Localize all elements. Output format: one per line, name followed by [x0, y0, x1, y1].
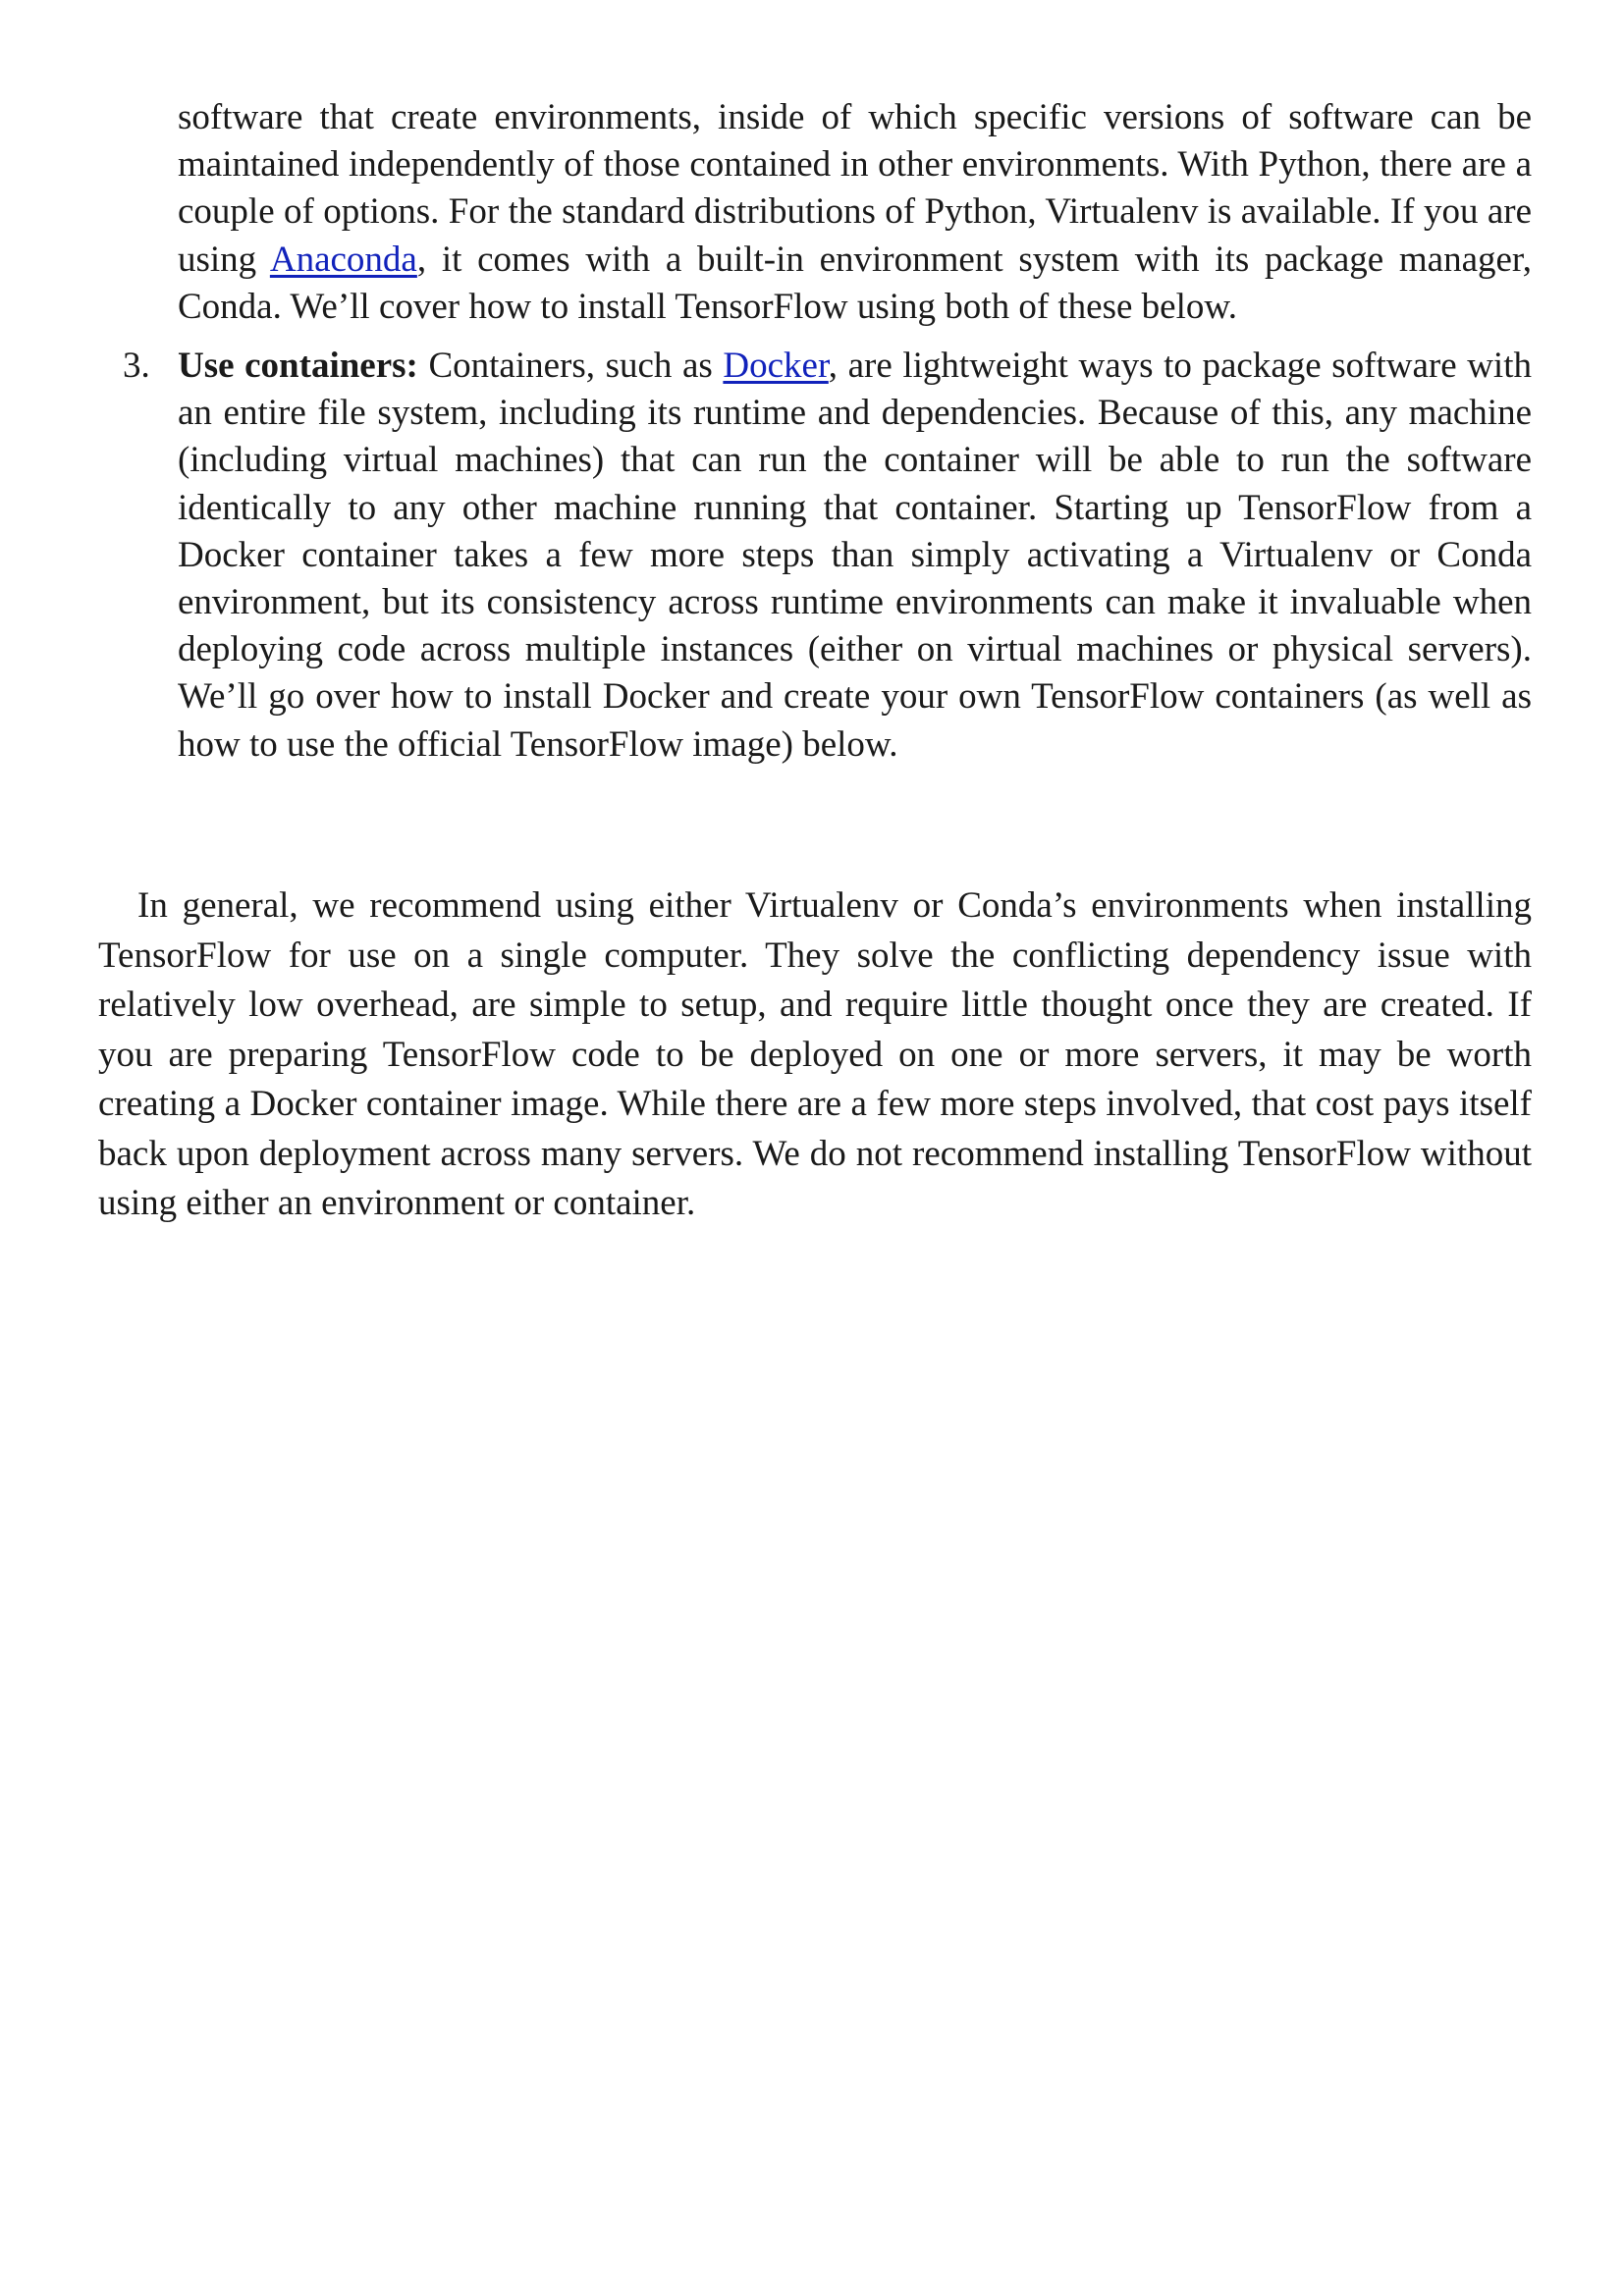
list-item-lead: Use containers: [178, 346, 418, 387]
environments-text-after: , it comes with a built-in environment system with its package manager, Conda. We’ll cover how to install TensorFlow using both of these below. [178, 239, 1533, 327]
anaconda-link[interactable]: Anaconda [269, 239, 417, 280]
docker-link[interactable]: Docker [723, 346, 829, 387]
list-item-environments-continued [178, 94, 1532, 331]
install-options-list [98, 94, 1532, 769]
containers-text-before: Containers, such as [417, 346, 724, 387]
containers-text-after: , are lightweight ways to package software with an entire file system, including its runtime and dependencies. Because of this, any machine (including virtual machines) that can run the container will be able to run the software identically to any other machine running that container. Starting up TensorFlow from a Docker container takes a few more steps than simply activating a Virtualenv or Conda environment, but its consistency across runtime environments can make it invaluable when deploying code across multiple instances (either on virtual machines or physical servers). We’ll go over how to install Docker and create your own TensorFlow containers (as well as how to use the official TensorFlow image) below. [178, 346, 1532, 765]
environments-text-before: software that create environments, inside of which specific versions of software can be maintained independently of those contained in other environments. With Python, there are a couple of options. For the standard distributions of Python, Virtualenv is available. If you are using [178, 97, 1532, 280]
list-item-use-containers [123, 343, 1532, 769]
list-item-number: 3. [123, 346, 150, 387]
recommendation-paragraph: In general, we recommend using either Virtualenv or Conda’s environments when installing TensorFlow for use on a single computer. They solve the conflicting dependency issue with relatively low overhead, are simple to setup, and require little thought once they are created. If you are preparing TensorFlow code to be deployed on one or more servers, it may be worth creating a Docker container image. While there are a few more steps involved, that cost pays itself back upon deployment across many servers. We do not recommend installing TensorFlow without using either an environment or container. [98, 885, 1532, 1223]
